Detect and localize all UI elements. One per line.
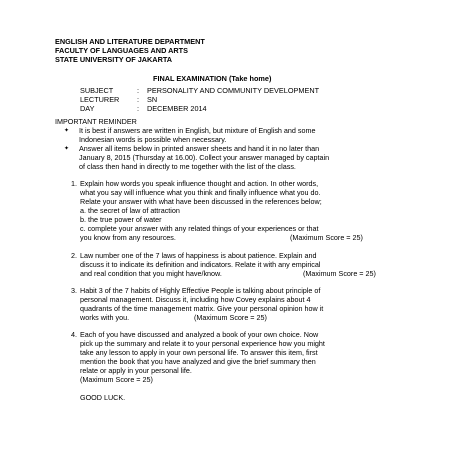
reminder-line: Answer all items below in printed answer sheets and hand it in no later than xyxy=(79,144,320,153)
question-line: personal management. Discuss it, including how Covey explains about 4 xyxy=(80,295,311,304)
meta-row-day xyxy=(80,104,207,113)
max-score: (Maximum Score = 25) xyxy=(194,313,267,322)
max-score: (Maximum Score = 25) xyxy=(290,233,363,242)
meta-key: DAY xyxy=(80,104,95,113)
meta-key: LECTURER xyxy=(80,95,120,104)
question-line: take any lesson to apply in your own personal life. To answer this item, first xyxy=(80,348,318,357)
meta-row-lecturer xyxy=(80,95,157,104)
meta-row-subject xyxy=(80,86,319,95)
question-number: 1. xyxy=(71,179,77,188)
question-line: Explain how words you speak influence thought and action. In other words, xyxy=(80,179,319,188)
bullet-icon: ✦ xyxy=(64,146,70,152)
closing-text: GOOD LUCK. xyxy=(80,393,126,402)
question-number: 4. xyxy=(71,330,77,339)
exam-title: FINAL EXAMINATION (Take home) xyxy=(153,74,272,83)
reminder-line: January 8, 2015 (Thursday at 16.00). Collect your answer managed by captain xyxy=(79,153,330,162)
question-line: pick up the summary and relate it to your personal experience how you might xyxy=(80,339,325,348)
bullet-icon: ✦ xyxy=(64,128,70,134)
question-line: you know from any resources. xyxy=(80,233,176,242)
meta-value: DECEMBER 2014 xyxy=(147,104,207,113)
reminder-title: IMPORTANT REMINDER xyxy=(55,117,137,126)
question-line: Each of you have discussed and analyzed a book of your own choice. Now xyxy=(80,330,319,339)
question-line: Habit 3 of the 7 habits of Highly Effective People is talking about principle of xyxy=(80,286,321,295)
meta-colon: : xyxy=(137,86,140,95)
meta-key: SUBJECT xyxy=(80,86,114,95)
question-line: relate or apply in your personal life. xyxy=(80,366,192,375)
reminder-line: It is best if answers are written in English, but mixture of English and some xyxy=(79,126,316,135)
question-line: Law number one of the 7 laws of happiness is about patience. Explain and xyxy=(80,251,317,260)
question-line: and real condition that you might have/know. xyxy=(80,269,222,278)
question-line: what you say will influence what you think and finally influence what you do. xyxy=(80,188,321,197)
meta-value: SN xyxy=(147,95,158,104)
question-number: 3. xyxy=(71,286,77,295)
question-line: Relate your answer with what have been discussed in the references below; xyxy=(80,197,322,206)
department-heading: ENGLISH AND LITERATURE DEPARTMENT xyxy=(55,37,205,46)
meta-colon: : xyxy=(137,104,140,113)
max-score: (Maximum Score = 25) xyxy=(303,269,376,278)
question-line: works with you. xyxy=(80,313,130,322)
university-heading: STATE UNIVERSITY OF JAKARTA xyxy=(55,55,173,64)
meta-colon: : xyxy=(137,95,140,104)
meta-value: PERSONALITY AND COMMUNITY DEVELOPMENT xyxy=(147,86,320,95)
question-line: quadrants of the time management matrix. Give your personal opinion how it xyxy=(80,304,324,313)
question-line: b. the true power of water xyxy=(80,215,162,224)
reminder-line: Indonesian words is possible when necessary. xyxy=(79,135,227,144)
question-line: a. the secret of law of attraction xyxy=(80,206,180,215)
max-score: (Maximum Score = 25) xyxy=(80,375,153,384)
question-line: c. complete your answer with any related things of your experiences or that xyxy=(80,224,319,233)
question-line: discuss it to indicate its definition and indicators. Relate it with any empirical xyxy=(80,260,321,269)
question-number: 2. xyxy=(71,251,77,260)
question-line: mention the book that you have analyzed and give the brief summary then xyxy=(80,357,316,366)
faculty-heading: FACULTY OF LANGUAGES AND ARTS xyxy=(55,46,188,55)
reminder-line: of class then hand in directly to me together with the list of the class. xyxy=(79,162,296,171)
